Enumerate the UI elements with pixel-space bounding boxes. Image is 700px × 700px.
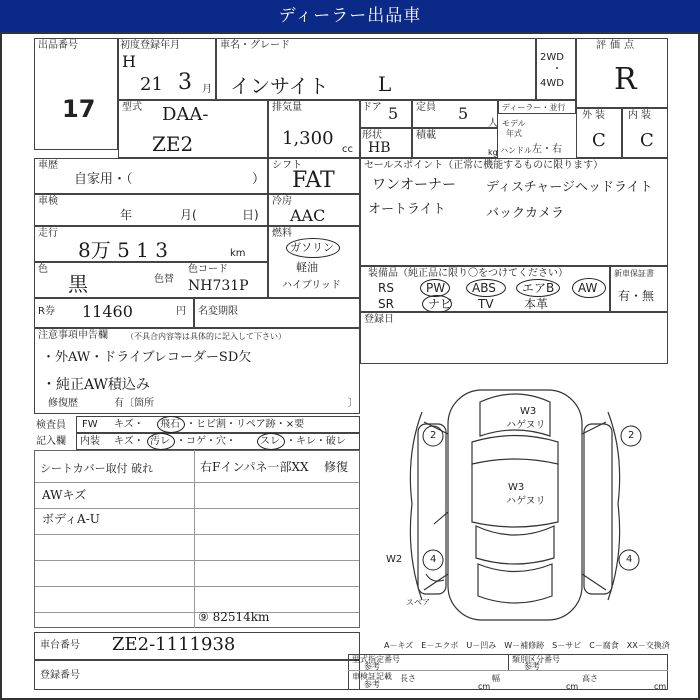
inspection-month: 月( — [180, 208, 197, 222]
auction-sheet — [0, 32, 700, 700]
check-rest-1: ・ヒビ割・リペア跡・×要 — [186, 419, 305, 430]
color-value: 黒 — [68, 272, 88, 296]
sales-point-4: バックカメラ — [486, 206, 565, 221]
registration-date-label: 登録日 — [364, 314, 394, 325]
color-change-label: 色替 — [154, 274, 174, 285]
steering-label: ハンドル — [500, 146, 532, 155]
registration-year: 21 — [140, 74, 163, 95]
remark-line-1a: シートカバー取付 破れ — [40, 462, 154, 475]
check-dirt: 汚レ — [150, 436, 170, 447]
displacement-label: 排気量 — [272, 102, 302, 113]
score-label: 評価点 — [596, 40, 638, 51]
capacity-value: 5 — [458, 104, 469, 123]
dealer-label: ディーラー・並行 — [502, 103, 566, 112]
notes-sub: （不具合内容等は具体的に記入して下さい） — [126, 332, 286, 341]
doors-value: 5 — [388, 104, 399, 123]
check-int-scratch: キズ・ — [114, 436, 144, 447]
remark-odometer: ⑨ 82514km — [198, 610, 270, 624]
size-ref: 参考 — [364, 680, 380, 689]
width-label: 幅 — [492, 674, 500, 683]
equip-rs: RS — [378, 281, 394, 295]
type-label: 型式指定番号 — [352, 655, 400, 664]
sales-point-2: ディスチャージヘッドライト — [486, 180, 653, 195]
equip-airbag: エアB — [522, 281, 555, 295]
shift-value: FAT — [292, 168, 335, 193]
history-value: 自家用・（ — [74, 172, 133, 187]
class-label: 類別区分番号 — [512, 655, 560, 664]
equip-sr: SR — [378, 297, 394, 311]
class-ref: 参考 — [524, 662, 540, 671]
inspection-label: 車検 — [38, 196, 58, 207]
registration-month: 3 — [178, 70, 192, 95]
height-unit: cm — [654, 682, 667, 691]
color-code-value: NH731P — [188, 278, 249, 294]
check-interior: 内装 — [80, 436, 100, 447]
notes-line-2: ・純正AW積込み — [42, 377, 150, 393]
history-label: 車歴 — [38, 160, 58, 171]
registration-month-unit: 月 — [202, 84, 212, 95]
load-label: 積載 — [416, 130, 436, 141]
fuel-hybrid: ハイブリッド — [282, 280, 341, 291]
diag-mark-2-left: 2 — [430, 430, 437, 441]
model-prefix: DAA- — [162, 104, 209, 125]
notes-line-1: ・外AW・ドライブレコーダーSD欠 — [42, 350, 252, 365]
equip-navi: ナビ — [428, 297, 453, 311]
equip-abs: ABS — [472, 281, 496, 295]
equip-aw: AW — [578, 281, 598, 295]
capacity-unit: 人 — [488, 118, 498, 129]
size-label: 車検証記載 — [352, 672, 392, 681]
car-name-label: 車名・グレード — [220, 40, 290, 51]
notes-label: 注意事項申告欄 — [38, 330, 108, 341]
history-close: ） — [252, 172, 266, 187]
remark-line-1c: 修復 — [324, 460, 349, 474]
exterior-label: 外装 — [582, 110, 608, 121]
inspection-year: 年 — [120, 208, 133, 222]
lot-label: 出品番号 — [38, 40, 78, 51]
shape-value: HB — [368, 140, 391, 156]
check-label-1: 検査員 — [36, 420, 66, 431]
check-fw: FW — [82, 419, 98, 430]
equip-pw: PW — [426, 281, 446, 295]
displacement-value: 1,300 — [282, 128, 334, 149]
registration-label: 初度登録年月 — [120, 40, 180, 51]
shape-label: 形状 — [362, 130, 382, 141]
diag-mark-4-left: 4 — [430, 554, 437, 565]
model-code: ZE2 — [152, 132, 194, 156]
car-grade-value: L — [378, 72, 392, 96]
steering-options: 左・右 — [532, 144, 562, 155]
width-unit: cm — [566, 682, 579, 691]
height-label: 高さ — [582, 674, 598, 683]
mileage-value: 8万 5 1 3 — [78, 238, 168, 262]
diag-mark-hage-top: ハゲヌリ — [506, 420, 546, 431]
model-year-label-bottom: 年式 — [506, 129, 522, 138]
diag-legend: A－キズ E－エクボ U－凹み W－補修跡 S－サビ C－腐食 XX－交換済 — [384, 641, 670, 650]
aircon-label: 冷房 — [272, 196, 292, 207]
color-label: 色 — [38, 264, 48, 275]
remark-line-1b: 右Fインパネ一部XX — [200, 460, 309, 474]
fuel-label: 燃料 — [272, 228, 292, 239]
diag-mark-hage-roof: ハゲヌリ — [506, 496, 546, 507]
repair-value: 有〔箇所 — [114, 398, 154, 409]
sales-points-label: セールスポイント（正常に機能するものに限ります） — [364, 160, 604, 171]
repair-label: 修復歴 — [48, 398, 78, 409]
diag-mark-w3-roof: W3 — [508, 482, 525, 493]
registration-era: H — [122, 52, 136, 71]
diag-mark-w2: W2 — [386, 554, 403, 565]
check-rest-2: ・キレ・破レ — [286, 436, 346, 447]
diag-mark-w3-top: W3 — [520, 406, 537, 417]
chassis-value: ZE2-1111938 — [112, 634, 236, 655]
sales-point-3: オートライト — [368, 202, 446, 217]
color-code-label: 色コード — [188, 264, 228, 275]
diag-spare: スペア — [406, 598, 430, 607]
shift-label: シフト — [272, 160, 302, 171]
warranty-label: 新車保証書 — [614, 269, 654, 278]
car-diagram — [2, 34, 700, 700]
equip-tv: TV — [478, 297, 494, 311]
model-year-label-top: モデル — [502, 119, 526, 128]
drive-4wd: 4WD — [540, 78, 564, 89]
mileage-label: 走行 — [38, 228, 58, 239]
aircon-value: AAC — [290, 206, 326, 225]
remark-line-3: ボディA-U — [42, 512, 100, 526]
plate-box — [34, 660, 360, 690]
score-value: R — [614, 62, 637, 97]
equip-leather: 本革 — [524, 297, 549, 311]
load-unit: kg — [488, 148, 498, 157]
recycle-unit: 円 — [176, 306, 186, 317]
page-header: ディーラー出品車 — [0, 0, 700, 32]
car-name-value: インサイト — [230, 74, 329, 98]
sales-point-1: ワンオーナー — [372, 177, 456, 193]
plate-label: 登録番号 — [40, 670, 80, 681]
drive-dot: ・ — [552, 64, 562, 75]
repair-close: 〕 — [348, 398, 358, 409]
chassis-label: 車台番号 — [40, 640, 80, 651]
exterior-value: C — [592, 130, 606, 151]
check-label-2: 記入欄 — [36, 436, 66, 447]
interior-label: 内装 — [628, 110, 654, 121]
interior-value: C — [640, 130, 654, 151]
displacement-unit: cc — [342, 144, 353, 155]
equipment-label: 装備品（純正品に限り〇をつけてください） — [368, 268, 568, 279]
check-burn: ・コゲ・穴・ — [176, 436, 236, 447]
doors-label: ドア — [362, 102, 382, 113]
diag-mark-2-right: 2 — [628, 430, 635, 441]
capacity-label: 定員 — [416, 102, 436, 113]
fuel-gas: ガソリン — [290, 241, 334, 254]
mileage-unit: km — [230, 248, 246, 259]
fuel-light-oil: 軽油 — [296, 261, 318, 274]
remark-line-2: AWキズ — [42, 488, 87, 502]
warranty-value: 有・無 — [618, 289, 655, 303]
recycle-label: R券 — [38, 306, 55, 317]
transfer-label: 名変期限 — [198, 306, 238, 317]
diag-mark-4-right: 4 — [626, 554, 633, 565]
length-unit: cm — [478, 682, 491, 691]
check-chip: 飛石 — [160, 419, 180, 430]
check-scratch: キズ・ — [114, 419, 144, 430]
type-ref: 参考 — [364, 662, 380, 671]
recycle-value: 11460 — [82, 302, 133, 321]
inspection-day: 日) — [242, 208, 259, 222]
drive-2wd: 2WD — [540, 52, 564, 63]
lot-number: 17 — [62, 95, 96, 123]
length-label: 長さ — [400, 674, 416, 683]
model-label: 型式 — [122, 102, 142, 113]
check-scuff: スレ — [260, 436, 280, 447]
